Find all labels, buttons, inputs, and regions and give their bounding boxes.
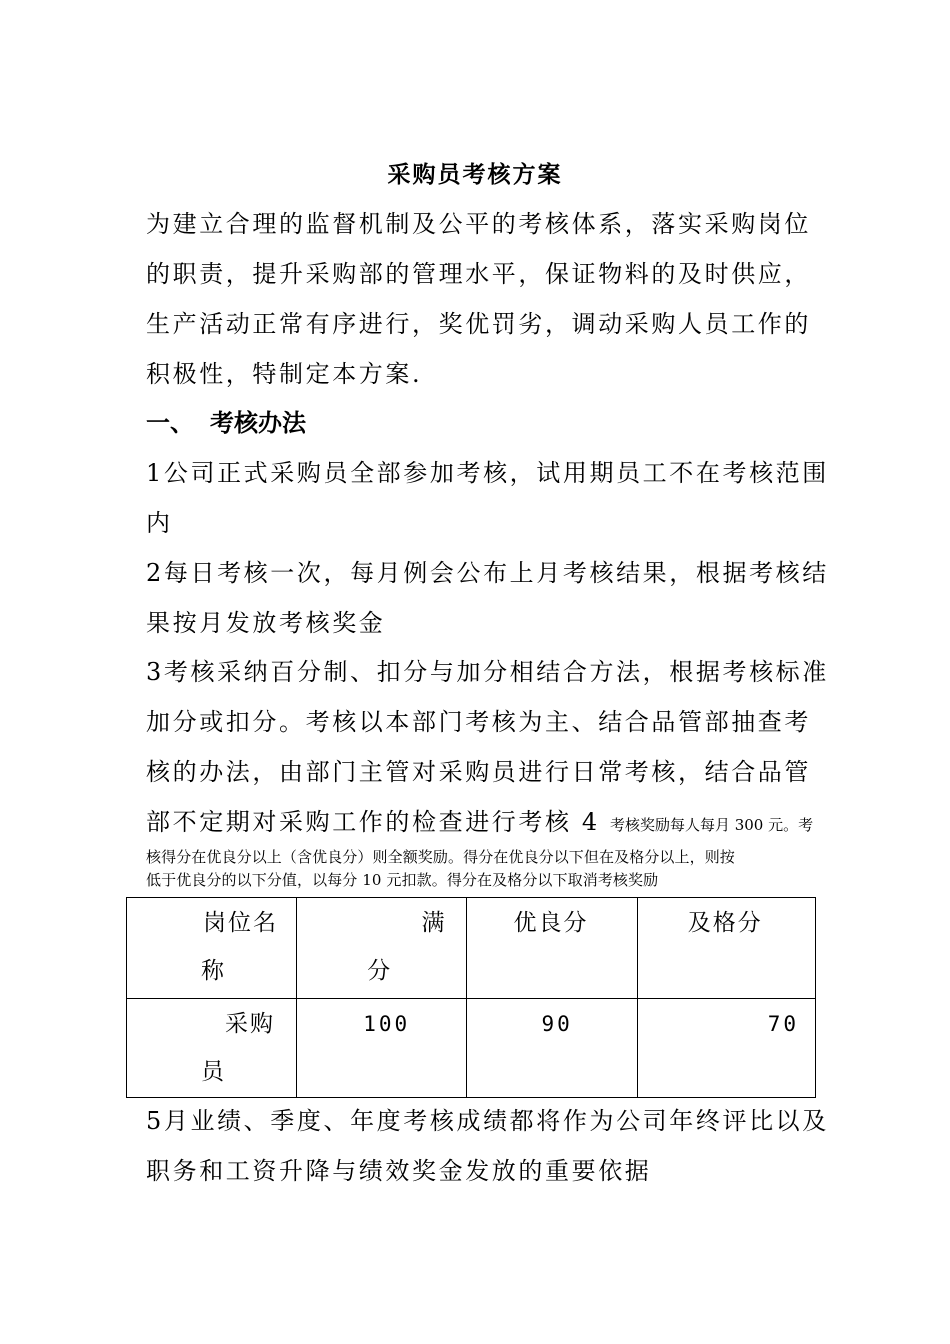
header-pass-label: 及格分 [687, 910, 763, 936]
score-table [126, 897, 816, 1098]
intro-line-2: 的职责，提升采购部的管理水平，保证物料的及时供应， [146, 260, 811, 288]
header-good-score [467, 898, 637, 999]
header-good-label: 优良分 [513, 910, 589, 936]
section-heading [146, 406, 306, 440]
header-pass-score [637, 898, 815, 999]
document-title: 采购员考核方案 [387, 161, 563, 188]
header-position [127, 898, 297, 999]
row-pass-value: 70 [767, 1012, 799, 1036]
row-position-line-2: 员 [201, 1059, 226, 1085]
header-full-line-2: 分 [367, 958, 393, 984]
row-full-score [297, 999, 467, 1098]
item2-line-2: 果按月发放考核奖金 [146, 609, 386, 637]
section-title: 考核办法 [210, 408, 306, 437]
item3-line-2: 加分或扣分。考核以本部门考核为主、结合品管部抽查考 [146, 708, 811, 736]
item4-inline-text: 考核奖励每人每月 300 元。考 [609, 816, 814, 834]
item3-line-1: 3考核采纳百分制、扣分与加分相结合方法，根据考核标准 [146, 658, 829, 686]
table-header-row [127, 898, 816, 999]
header-position-line-2: 称 [201, 958, 226, 984]
table-row [127, 999, 816, 1098]
item2-line-1: 2每日考核一次，每月例会公布上月考核结果，根据考核结 [146, 559, 829, 587]
intro-line-1: 为建立合理的监督机制及公平的考核体系，落实采购岗位 [146, 210, 811, 238]
row-good-value: 90 [541, 1012, 573, 1036]
row-pass-score [637, 999, 815, 1098]
header-full-line-1: 满 [421, 910, 447, 936]
item5-line-1: 5月业绩、季度、年度考核成绩都将作为公司年终评比以及 [146, 1107, 829, 1135]
intro-line-4: 积极性，特制定本方案. [146, 360, 423, 388]
item3-line-4 [146, 805, 813, 842]
item1-line-2: 内 [146, 509, 173, 537]
item3-line-4-text: 部不定期对采购工作的检查进行考核 4 [146, 808, 600, 836]
row-full-value: 100 [363, 1012, 411, 1036]
item5-line-2: 职务和工资升降与绩效奖金发放的重要依据 [146, 1157, 652, 1185]
row-position-line-1: 采购 [225, 1011, 275, 1037]
item1-line-1: 1公司正式采购员全部参加考核，试用期员工不在考核范围 [146, 459, 829, 487]
header-full-score [297, 898, 467, 999]
item3-line-3: 核的办法，由部门主管对采购员进行日常考核，结合品管 [146, 758, 811, 786]
section-number: 一、 [146, 408, 194, 437]
intro-line-3: 生产活动正常有序进行，奖优罚劣，调动采购人员工作的 [146, 310, 811, 338]
item4-line-1: 核得分在优良分以上（含优良分）则全额奖励。得分在优良分以下但在及格分以上，则按 [146, 848, 735, 866]
row-good-score [467, 999, 637, 1098]
row-position [127, 999, 297, 1098]
item4-line-2: 低于优良分的以下分值，以每分 10 元扣款。得分在及格分以下取消考核奖励 [146, 871, 659, 889]
header-position-line-1: 岗位名 [203, 910, 278, 936]
